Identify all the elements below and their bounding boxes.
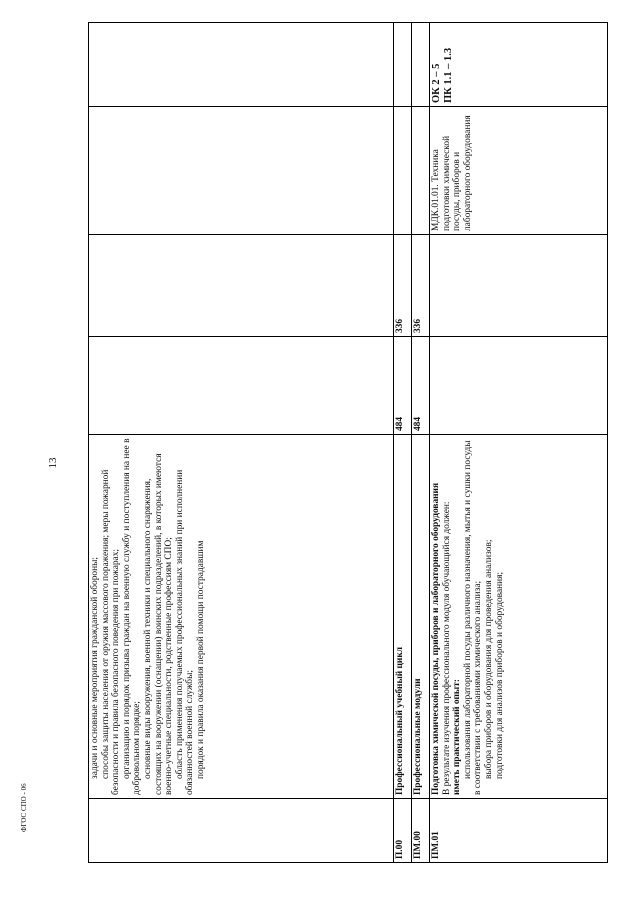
- max-hours-cell: 484: [394, 337, 412, 435]
- rotated-table-page: [88, 23, 608, 863]
- hours-cell: [430, 235, 608, 337]
- page-number: 13: [47, 457, 59, 469]
- module-intro: В результате изучения профессионального модуля обучающийся должен:: [441, 501, 452, 795]
- competencies-cell: ОК 2 – 5 ПК 1.1 – 1.3: [430, 23, 608, 107]
- competencies-cell: [412, 23, 430, 107]
- discipline-cell: МДК.01.01. Техника подготовки химической посуды, приборов и лабораторного оборудования: [430, 107, 608, 235]
- competencies-cell: [89, 23, 394, 107]
- discipline-cell: [394, 107, 412, 235]
- row-content: [430, 435, 608, 799]
- content-paragraph: область применения получаемых профессиональных знаний при исполнении обязанностей военной службы;: [174, 469, 196, 795]
- discipline-cell: [89, 107, 394, 235]
- table-row: [412, 23, 430, 863]
- module-title: Подготовка химической посуды, приборов и лабораторного оборудования: [431, 482, 441, 795]
- curriculum-table: [88, 22, 608, 863]
- table-row: [89, 23, 394, 863]
- row-code: ПМ.01: [430, 799, 608, 863]
- module-item: использования лабораторной посуды различного назначения, мытья и сушки посуды в соответствии с требованиями химического анализа;: [462, 440, 484, 795]
- footer-label: ФГОС СПО - 06: [20, 783, 28, 832]
- module-item: подготовки для анализов приборов и оборудования;: [494, 571, 505, 779]
- content-paragraph: организацию и порядок призыва граждан на военную службу и поступления на нее в добровольном порядке;: [121, 438, 143, 795]
- discipline-cell: [412, 107, 430, 235]
- table-row: [430, 23, 608, 863]
- competencies-cell: [394, 23, 412, 107]
- max-hours-cell: 484: [412, 337, 430, 435]
- max-hours-cell: [89, 337, 394, 435]
- content-paragraph: основные виды вооружения, военной техники и специального снаряжения, состоящих на вооружении (оснащении) воинских подразделений, в которых имеются военно-учетные специальности, родственные профессиям СПО;: [142, 453, 175, 795]
- hours-cell: 336: [412, 235, 430, 337]
- row-code: [89, 799, 394, 863]
- module-item: выбора приборов и оборудования для проведения анализов;: [483, 539, 494, 779]
- row-code: ПМ.00: [412, 799, 430, 863]
- content-paragraph: порядок и правила оказания первой помощи пострадавшим: [195, 540, 206, 779]
- hours-cell: [89, 235, 394, 337]
- content-paragraph: задачи и основные мероприятия гражданской обороны;: [90, 556, 100, 779]
- module-subhead: иметь практический опыт:: [452, 679, 463, 795]
- row-title: Профессиональные модули: [412, 435, 430, 799]
- hours-cell: 336: [394, 235, 412, 337]
- row-content: [89, 435, 394, 799]
- row-code: П.00: [394, 799, 412, 863]
- table-row: [394, 23, 412, 863]
- max-hours-cell: [430, 337, 608, 435]
- content-paragraph: способы защиты населения от оружия массового поражения; меры пожарной безопасности и правила безопасного поведения при пожарах;: [100, 469, 122, 795]
- row-title: Профессиональный учебный цикл: [394, 435, 412, 799]
